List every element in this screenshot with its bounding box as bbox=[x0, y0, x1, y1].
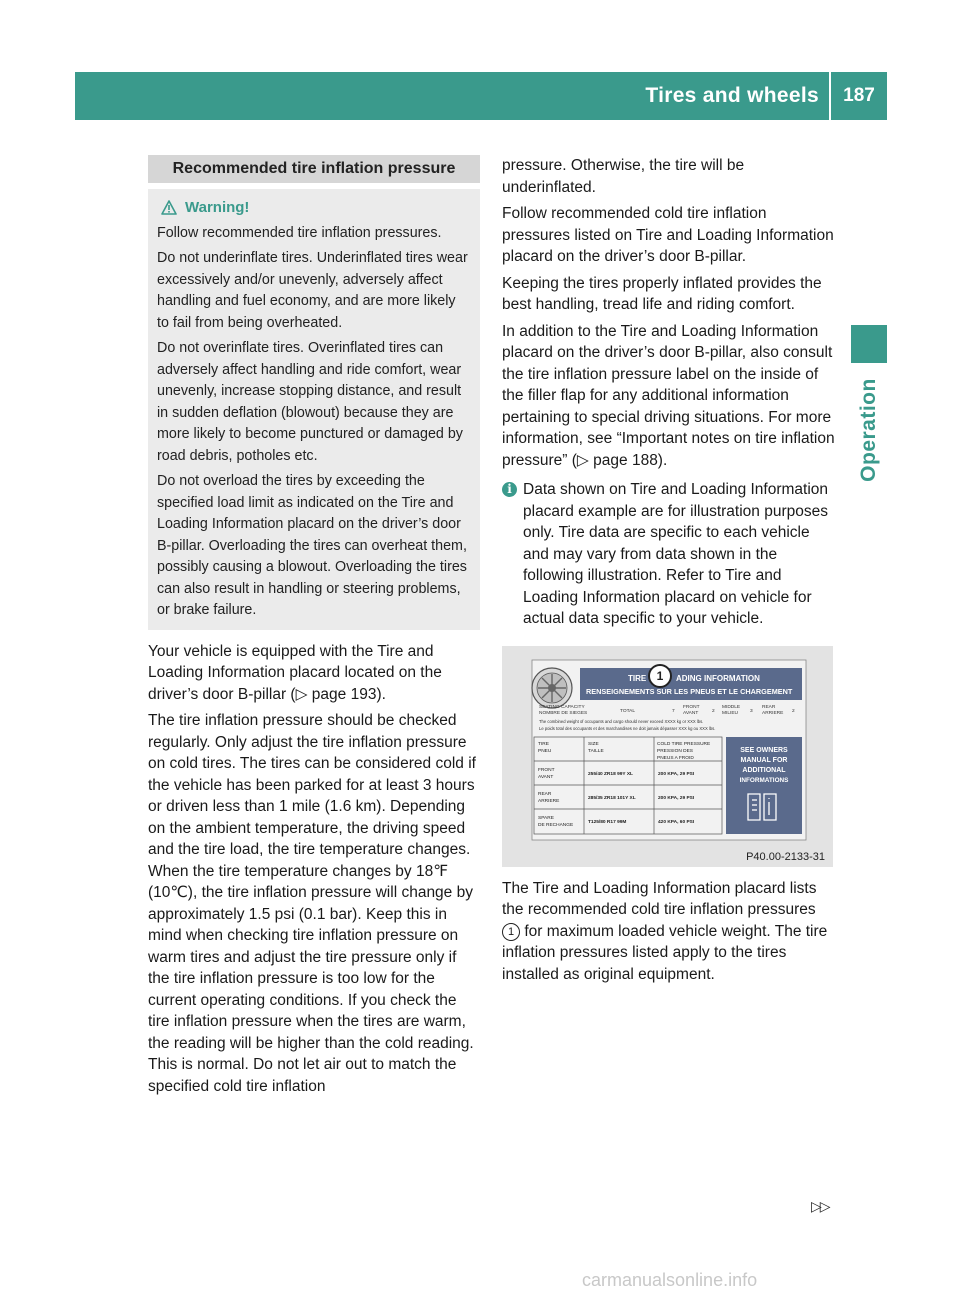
row-pressure: 200 KPA, 29 PSI bbox=[658, 795, 695, 801]
right-body-text-after bbox=[502, 878, 835, 986]
weight-text-en: The combined weight of occupants and cargo should never exceed XXXX kg or XXX lbs. bbox=[539, 718, 704, 724]
callout-number: 1 bbox=[656, 668, 664, 683]
page-header bbox=[75, 72, 887, 120]
warning-title: Warning! bbox=[185, 199, 250, 216]
side-tab-marker bbox=[851, 325, 887, 363]
col-size-fr: TAILLE bbox=[588, 748, 604, 754]
col-pressure: COLD TIRE PRESSURE bbox=[657, 741, 711, 747]
col-tire-fr: PNEU bbox=[538, 748, 552, 754]
row-pressure: 420 KPA, 60 PSI bbox=[658, 819, 695, 825]
body-paragraph-with-callout bbox=[502, 878, 835, 986]
seating-label: SEATING CAPACITY bbox=[539, 704, 585, 710]
watermark: carmanualsonline.info bbox=[582, 1270, 758, 1290]
placard-title-line2: RENSEIGNEMENTS SUR LES PNEUS ET LE CHARGEMENT bbox=[586, 686, 793, 696]
row-label-fr: ARRIERE bbox=[538, 798, 560, 804]
row-size: 285/35 ZR18 101Y XL bbox=[588, 795, 636, 801]
seating-rear-fr: ARRIERE bbox=[762, 710, 784, 716]
warning-triangle-icon bbox=[161, 200, 177, 215]
seating-total: TOTAL bbox=[620, 708, 636, 714]
right-column bbox=[502, 155, 835, 990]
tire-placard-svg bbox=[502, 646, 833, 867]
col-pressure-fr1: PRESSION DES bbox=[657, 748, 693, 754]
left-body-text bbox=[148, 641, 480, 1098]
callout-marker: 1 bbox=[502, 923, 520, 941]
col-pressure-fr2: PNEUS A FROID bbox=[657, 755, 694, 761]
section-title: Recommended tire inflation pressure bbox=[148, 155, 480, 183]
owners-line: SEE OWNERS bbox=[740, 746, 788, 754]
warning-paragraph: Do not overload the tires by exceeding the specified load limit as indicated on the Tire and Loading Information placard on the driver’s door B-pillar. Overloading the tires can overheat them, possibly causing a blowout. Overloading the tires can also result in handling or steering problems, or brake failure. bbox=[157, 473, 467, 618]
row-pressure: 200 KPA, 29 PSI bbox=[658, 771, 695, 777]
col-size: SIZE bbox=[588, 741, 599, 747]
callout-1 bbox=[649, 665, 671, 687]
seating-middle-fr: MILIEU bbox=[722, 710, 738, 716]
warning-box bbox=[148, 189, 480, 630]
body-paragraph: The tire inflation pressure should be checked regularly. Only adjust the tire inflation pressure on cold tires. The tires can be considered cold if the vehicle has been parked for at least 3 hours or driven less than 1 mile (1.6 km). Depending on the ambient temperature, the driving speed and the tire load, the tire temperature changes. When the tire temperature changes by 18℉ (10℃), the tire inflation pressure will change by approximately 1.5 psi (0.1 bar). Keep this in mind when checking tire inflation pressure on warm tires and adjust the tire pressure only if the tire inflation pressure is too low for the current operating conditions. If you check the tire inflation pressure when the tires are warm, the reading will be higher than the cold reading. This is normal. Do not let air out to match the specified cold tire inflation bbox=[148, 712, 476, 1095]
row-label: REAR bbox=[538, 791, 552, 797]
row-size: T125/80 R17 99M bbox=[588, 819, 627, 825]
warning-paragraph: Do not overinflate tires. Overinflated tires can adversely affect handling and ride comfort, wear unevenly, increase stopping distance, and result in sudden deflation (blowout) because they are more likely to become punctured or damaged by road debris, potholes etc. bbox=[157, 340, 463, 464]
side-tab-label: Operation bbox=[857, 378, 880, 482]
info-note bbox=[502, 479, 835, 630]
placard-title-a: TIRE bbox=[628, 673, 647, 683]
warning-heading bbox=[157, 197, 471, 219]
seating-rear: REAR bbox=[762, 704, 776, 710]
tire-placard-illustration bbox=[502, 646, 833, 867]
seating-total-value: 7 bbox=[672, 708, 675, 714]
left-column bbox=[148, 155, 480, 1102]
seating-front: FRONT bbox=[683, 704, 700, 710]
owners-line: ADDITIONAL bbox=[742, 766, 786, 774]
owners-line: INFORMATIONS bbox=[739, 776, 789, 784]
seating-middle: MIDDLE bbox=[722, 704, 741, 710]
body-paragraph: Keeping the tires properly inflated provides the best handling, tread life and riding comfort. bbox=[502, 274, 822, 313]
chapter-title: Tires and wheels bbox=[645, 84, 819, 107]
row-label: SPARE bbox=[538, 815, 554, 821]
wheel-icon bbox=[532, 668, 572, 708]
warning-paragraph: Do not underinflate tires. Underinflated tires wear excessively and/or unevenly, adversely affect handling and fuel economy, and are more likely to fail from being overheated. bbox=[157, 250, 468, 331]
page-number: 187 bbox=[843, 85, 875, 106]
body-paragraph: pressure. Otherwise, the tire will be underinflated. bbox=[502, 157, 745, 196]
figure-code: P40.00-2133-31 bbox=[746, 850, 825, 863]
weight-text-fr: Le poids total des occupants et des marchandises ne doit jamais dépasser XXX kg ou XXX lbs. bbox=[539, 725, 716, 731]
right-body-text bbox=[502, 155, 835, 471]
row-size: 255/40 ZR18 99Y XL bbox=[588, 771, 633, 777]
info-note-text: Data shown on Tire and Loading Information placard example are for illustration purposes only. Tire data are specific to each vehicle and may vary from data shown in the following illustration. Refer to Tire and Loading Information placard on vehicle for actual data specific to your vehicle. bbox=[523, 481, 829, 627]
warning-paragraph: Follow recommended tire inflation pressures. bbox=[157, 224, 442, 241]
seating-middle-value: 3 bbox=[750, 708, 753, 714]
row-label-fr: AVANT bbox=[538, 774, 554, 780]
placard-title-b: ADING INFORMATION bbox=[676, 673, 760, 683]
row-label-fr: DE RECHANGE bbox=[538, 822, 574, 828]
row-label: FRONT bbox=[538, 767, 555, 773]
seating-front-value: 2 bbox=[712, 708, 715, 714]
callout-text-before: The Tire and Loading Information placard lists the recommended cold tire inflation pressures bbox=[502, 879, 817, 918]
seating-label-fr: NOMBRE DE SIEGES bbox=[539, 710, 588, 716]
seating-front-fr: AVANT bbox=[683, 710, 699, 716]
seating-rear-value: 2 bbox=[792, 708, 795, 714]
body-paragraph: In addition to the Tire and Loading Information placard on the driver’s door B-pillar, also consult the tire inflation pressure label on the inside of the filler flap for any additional information pertaining to special driving situations. For more information, see “Important notes on tire inflation pressure” (▷ page 188). bbox=[502, 322, 835, 469]
continue-marker: ▷▷ bbox=[811, 1198, 829, 1214]
body-paragraph: Follow recommended cold tire inflation pressures listed on Tire and Loading Information placard on the driver’s door B-pillar. bbox=[502, 205, 834, 265]
col-tire: TIRE bbox=[538, 741, 549, 747]
info-icon: i bbox=[502, 482, 517, 497]
owners-line: MANUAL FOR bbox=[740, 756, 788, 764]
body-paragraph: Your vehicle is equipped with the Tire and Loading Information placard located on the driver’s door B-pillar (▷ page 193). bbox=[148, 642, 442, 703]
callout-text-after: for maximum loaded vehicle weight. The tire inflation pressures listed apply to the tires installed as original equipment. bbox=[502, 922, 828, 983]
